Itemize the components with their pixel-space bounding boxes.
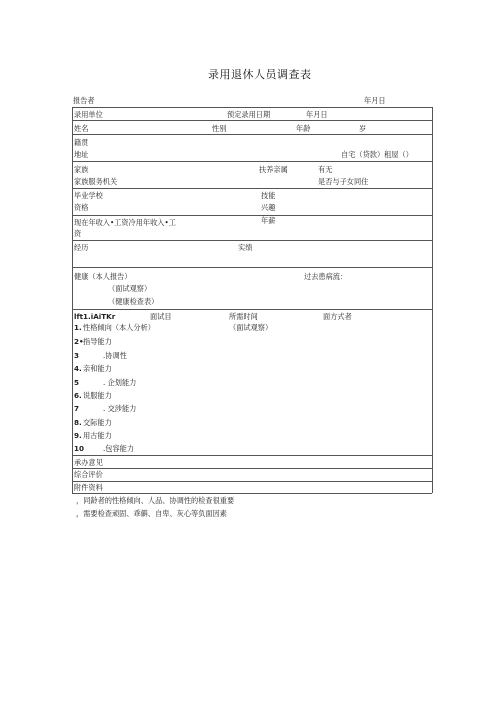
row-divider — [72, 481, 432, 482]
item-label: . 企划能力 — [103, 378, 137, 387]
past-illness-label: 过去患病流： — [304, 272, 348, 281]
table-top-border — [72, 107, 432, 108]
family-label: 家族 — [74, 165, 89, 174]
interview-method-label: 面方式者 — [323, 312, 352, 321]
time-required-label: 所需时间 — [229, 312, 258, 321]
row-divider — [72, 309, 432, 310]
note-line: ，同龄者的性格倾向、人品、协调性的检查很重要 — [76, 496, 235, 505]
health-label: 健康（本人报告） — [74, 272, 132, 281]
gender-label: 性别 — [212, 124, 227, 133]
report-date-label: 年月日 — [364, 96, 386, 105]
item-number: 1. — [74, 323, 82, 332]
item-label: . 交涉能力 — [103, 404, 137, 413]
handler-opinion-label: 承办意见 — [74, 458, 103, 467]
item-label: 用古能力 — [83, 431, 112, 440]
item-number: 3 — [74, 351, 80, 360]
family-agency-label: 家族服务机关 — [74, 177, 118, 186]
row-divider — [72, 188, 432, 189]
item-label: 交际能力 — [83, 418, 112, 427]
interests-label: 兴趣 — [261, 203, 276, 212]
scheduled-date-label: 预定录用日期 — [227, 110, 271, 119]
qualification-label: 资格 — [74, 203, 89, 212]
health-check-label: （健康检查表） — [108, 297, 159, 306]
dependents-label: 扶养亲属 — [259, 165, 288, 174]
row-divider — [72, 267, 432, 268]
item-number: 10 — [74, 444, 85, 453]
overall-evaluation-label: 综合评价 — [74, 470, 103, 479]
item-number: 4. — [74, 364, 82, 373]
item-number: 9. — [74, 431, 82, 440]
interview-section-code: lft1.iAiTKr — [74, 312, 116, 321]
item-label: 指导能力 — [83, 337, 112, 346]
item-label: .协调性 — [103, 351, 127, 360]
interview-observe-label: （面试观察） — [108, 284, 152, 293]
experience-label: 经历 — [74, 243, 89, 252]
row-divider — [72, 161, 432, 162]
item-label: 说服能力 — [83, 391, 112, 400]
housing-options: 自宅（贷款）租屋（） — [341, 150, 413, 159]
origin-label: 籍贯 — [74, 138, 89, 147]
dependents-yes-no: 有无 — [318, 165, 333, 174]
address-label: 地址 — [74, 150, 89, 159]
skills-label: 技能 — [261, 191, 276, 200]
row-divider — [72, 134, 432, 135]
scheduled-date-value: 年月日 — [306, 110, 328, 119]
item-number: 6. — [74, 391, 82, 400]
item-number: 8. — [74, 418, 82, 427]
table-left-border — [72, 107, 73, 493]
attachments-label: 附件资料 — [74, 483, 103, 492]
live-with-children-label: 是否与子女同住 — [318, 177, 369, 186]
item-label: 亲和能力 — [83, 364, 112, 373]
employer-label: 录用单位 — [74, 110, 103, 119]
school-label: 毕业学校 — [74, 191, 103, 200]
item-number: 7 — [74, 404, 80, 413]
income-label: 现在年收入•工资冷用年收入•工 — [74, 218, 176, 227]
reporter-label: 报告者 — [73, 96, 95, 105]
row-divider — [72, 468, 432, 469]
row-divider — [72, 240, 432, 241]
age-unit: 岁 — [359, 124, 367, 133]
item-label: 性格倾向（本人分析） — [83, 323, 155, 332]
item-number: 5 — [74, 378, 80, 387]
row-divider — [72, 120, 432, 121]
item-number: 2• — [74, 337, 84, 346]
name-label: 姓名 — [74, 124, 89, 133]
income-label-cont: 资 — [74, 229, 82, 238]
interviewer-label: 面试目 — [150, 312, 172, 321]
note-line: ，需要检查顽固、乖僻、自卑、灰心等负面因素 — [76, 509, 227, 518]
table-bottom-border — [72, 493, 432, 494]
page-title: 录用退休人员调查表 — [208, 68, 312, 81]
interview-observe-label-2: （面试观察） — [229, 323, 273, 332]
table-right-border — [432, 107, 433, 493]
achievements-label: 实绩 — [238, 243, 253, 252]
item-label: .包容能力 — [103, 444, 135, 453]
age-label: 年龄 — [296, 124, 311, 133]
annual-salary-label: 年薪 — [261, 216, 276, 225]
row-divider — [72, 455, 432, 456]
row-divider — [72, 215, 432, 216]
